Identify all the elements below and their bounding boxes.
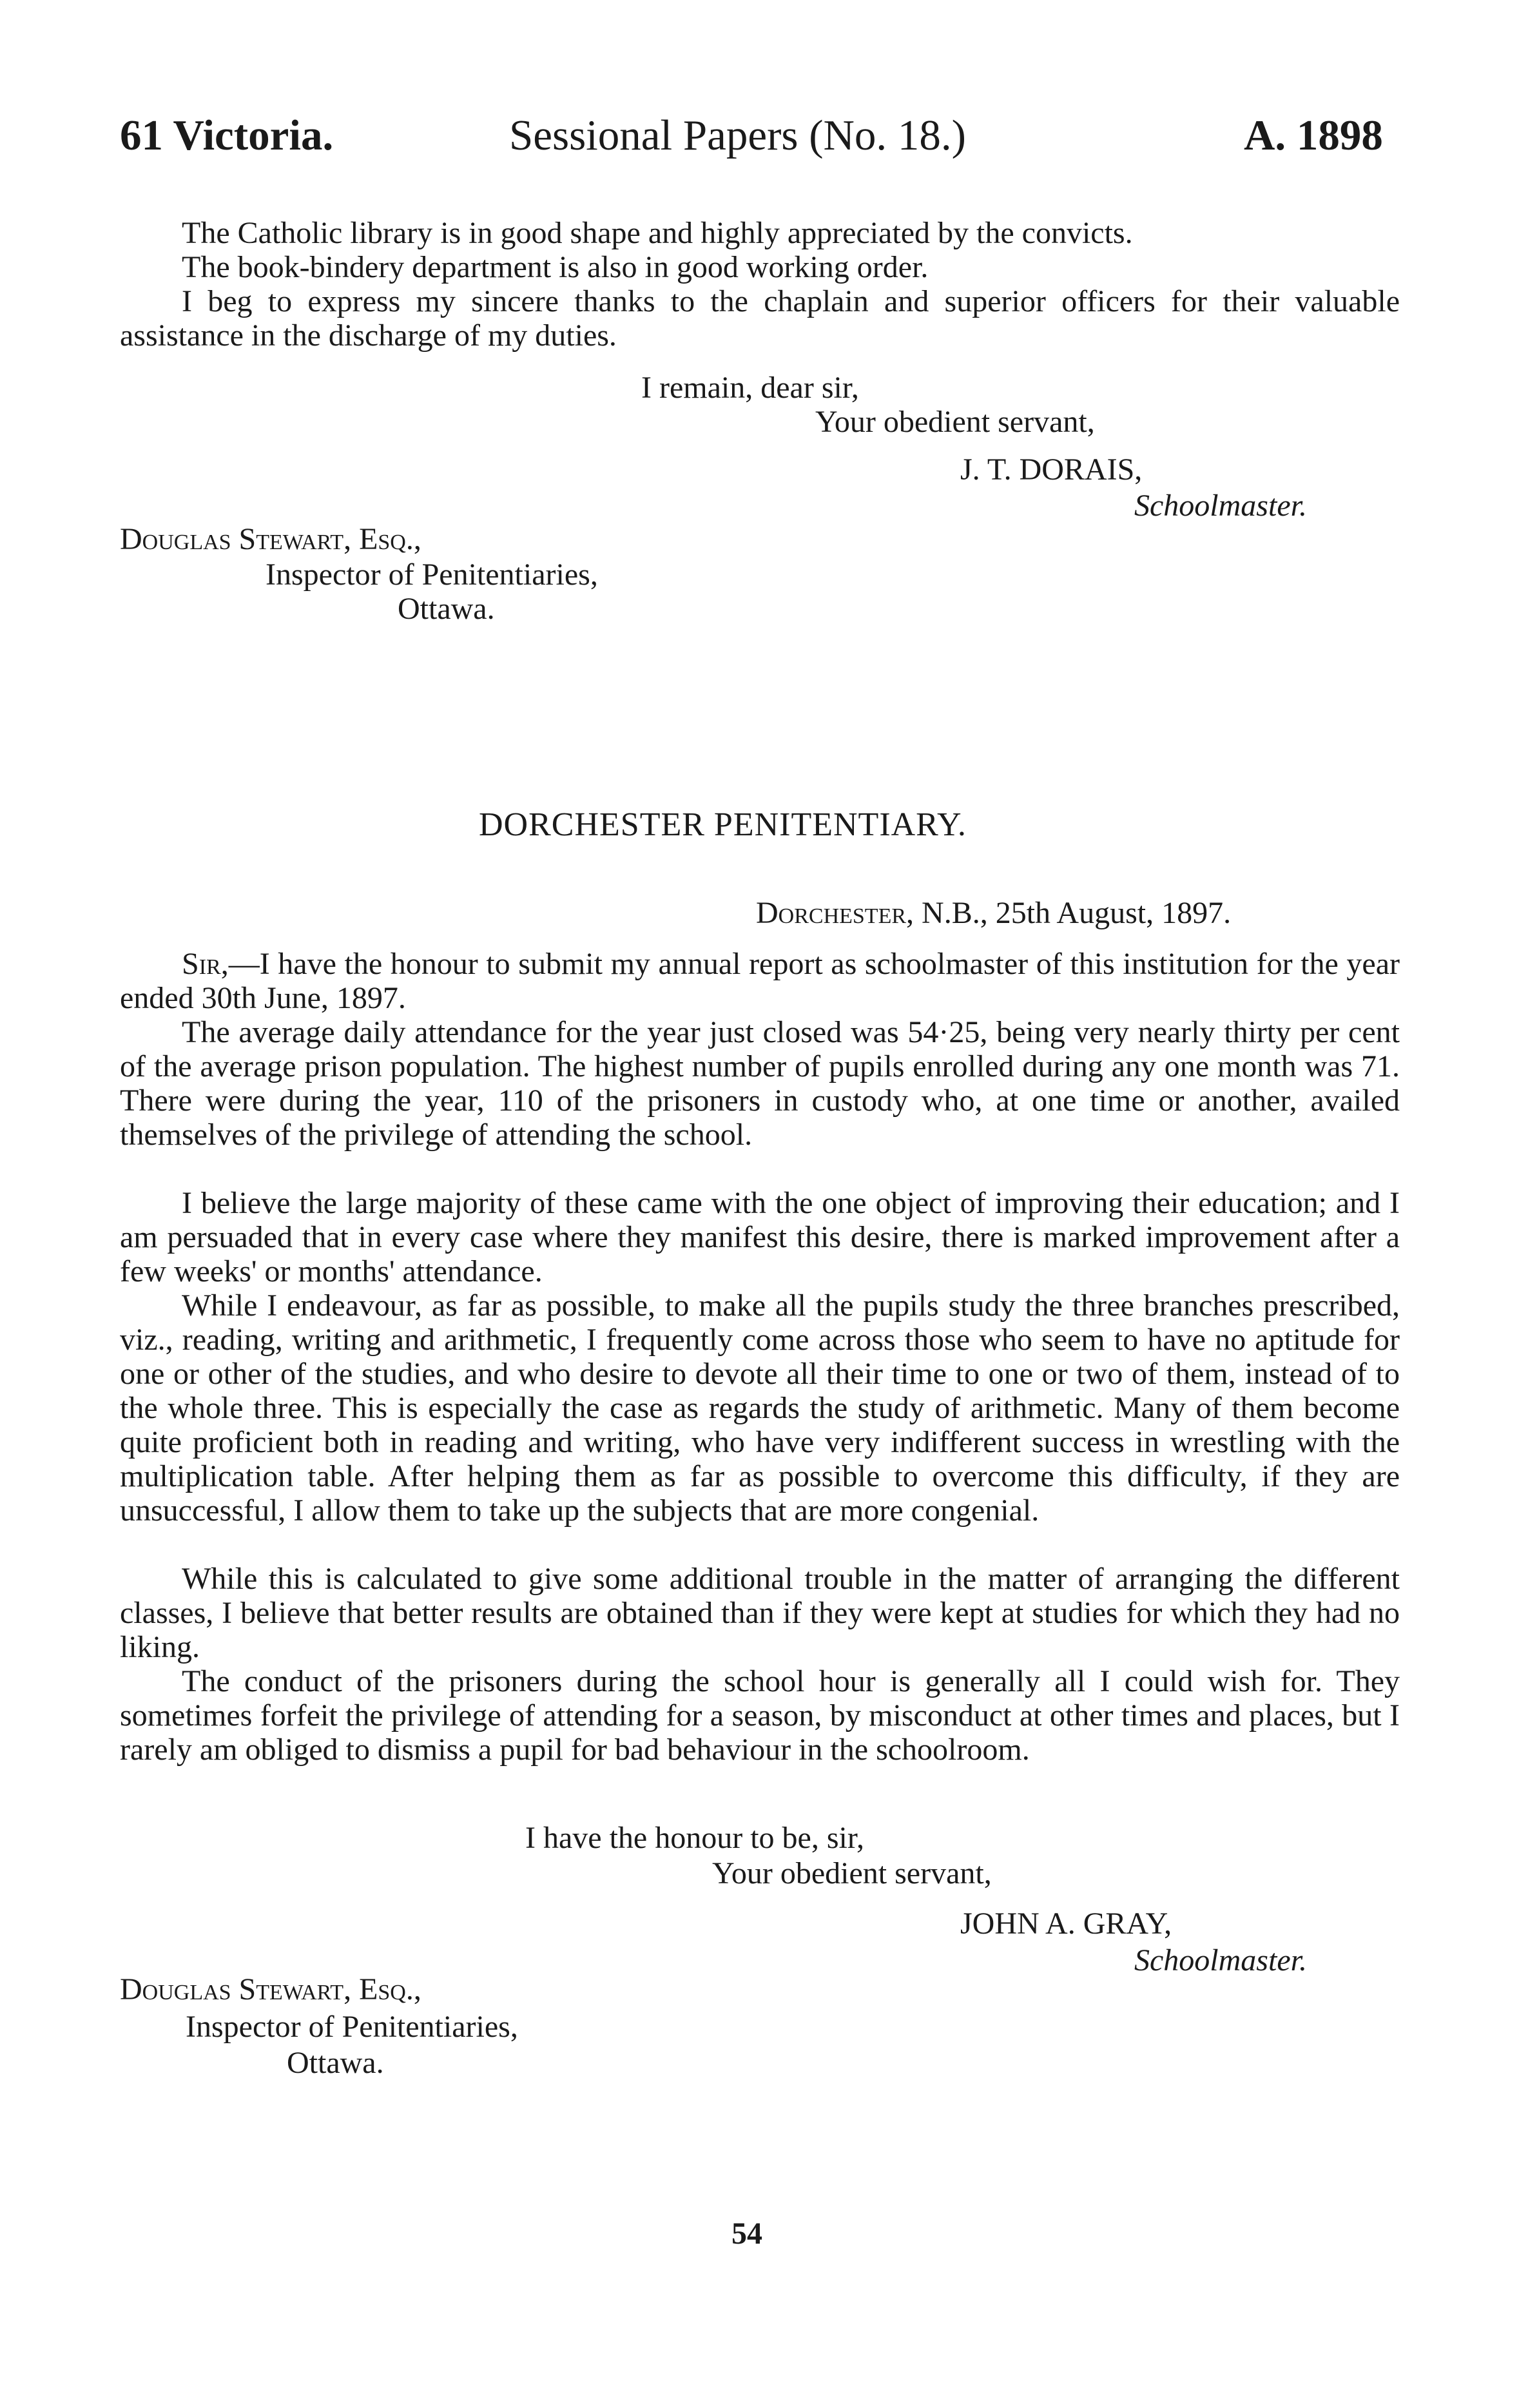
letter2-paragraph-1-text: —I have the honour to submit my annual report as schoolmaster of this institution for the year ended 30th June, 1897. bbox=[120, 947, 1400, 1015]
header-title: Sessional Papers (No. 18.) bbox=[509, 112, 966, 159]
letter2-paragraph-4: While I endeavour, as far as possible, to make all the pupils study the three branches prescribed, viz., reading, writing and arithmetic, I frequently come across those who seem to have no aptitude for one or other of the studies, and who desire to devote all their time to one or two of them, instead of to the whole three. This is especially the case as regards the study of arithmetic. Many of them become quite proficient both in reading and writing, who have very indifferent success in wrestling with the multiplication table. After helping them as far as possible to overcome this difficulty, if they are unsuccessful, I allow them to take up the subjects that are more congenial. bbox=[120, 1288, 1400, 1528]
section-title: DORCHESTER PENITENTIARY. bbox=[479, 806, 967, 843]
letter1-addressee-name: Douglas Stewart, Esq., bbox=[120, 522, 421, 556]
letter2-signature-name: JOHN A. GRAY, bbox=[960, 1907, 1172, 1941]
letter1-closing: I remain, dear sir, bbox=[641, 371, 859, 405]
letter1-addressee-title: Inspector of Penitentiaries, bbox=[266, 558, 598, 592]
letter2-addressee-city: Ottawa. bbox=[287, 2046, 384, 2080]
header-year: A. 1898 bbox=[1244, 112, 1383, 159]
letter1-signature-title: Schoolmaster. bbox=[1134, 489, 1307, 523]
letter1-paragraph-1: The Catholic library is in good shape and highly appreciated by the convicts. bbox=[182, 216, 1133, 250]
page-number: 54 bbox=[731, 2217, 762, 2251]
letter2-signature-title: Schoolmaster. bbox=[1134, 1943, 1307, 1977]
letter2-addressee-title: Inspector of Penitentiaries, bbox=[186, 2010, 518, 2044]
letter2-closing: I have the honour to be, sir, bbox=[525, 1821, 864, 1855]
letter1-paragraph-2: The book-bindery department is also in good working order. bbox=[182, 250, 929, 284]
letter1-addressee-city: Ottawa. bbox=[398, 592, 495, 626]
letter2-paragraph-3: I believe the large majority of these came with the one object of improving their education; and I am persuaded that in every case where they manifest this desire, there is marked improvement after a few weeks' or months' attendance. bbox=[120, 1186, 1400, 1288]
letter2-paragraph-2: The average daily attendance for the year just closed was 54·25, being very nearly thirty per cent of the average prison population. The highest number of pupils enrolled during any one month was 71. There were during the year, 110 of the prisoners in custody who, at one time or another, availed themselves of the privilege of attending the school. bbox=[120, 1015, 1400, 1152]
letter1-closing-2: Your obedient servant, bbox=[815, 405, 1095, 439]
letter2-closing-2: Your obedient servant, bbox=[712, 1856, 992, 1890]
letter2-dateline bbox=[756, 896, 1231, 930]
dateline-rest: N.B., 25th August, 1897. bbox=[922, 896, 1232, 930]
letter1-signature-name: J. T. DORAIS, bbox=[960, 452, 1143, 487]
letter2-addressee-name: Douglas Stewart, Esq., bbox=[120, 1972, 421, 2006]
header-volume: 61 Victoria. bbox=[120, 112, 334, 159]
letter2-paragraph-6: The conduct of the prisoners during the school hour is generally all I could wish for. They sometimes forfeit the privilege of attending for a season, by misconduct at other times and places, but I rarely am obliged to dismiss a pupil for bad behaviour in the schoolroom. bbox=[120, 1664, 1400, 1767]
letter1-paragraph-3: I beg to express my sincere thanks to the chaplain and superior officers for their valuable assistance in the discharge of my duties. bbox=[120, 284, 1400, 353]
letter2-paragraph-5: While this is calculated to give some additional trouble in the matter of arranging the different classes, I believe that better results are obtained than if they were kept at studies for which they had no liking. bbox=[120, 1562, 1400, 1664]
dateline-place: Dorchester, bbox=[756, 896, 914, 930]
salutation: Sir, bbox=[182, 947, 229, 981]
letter2-paragraph-1 bbox=[120, 947, 1400, 1015]
